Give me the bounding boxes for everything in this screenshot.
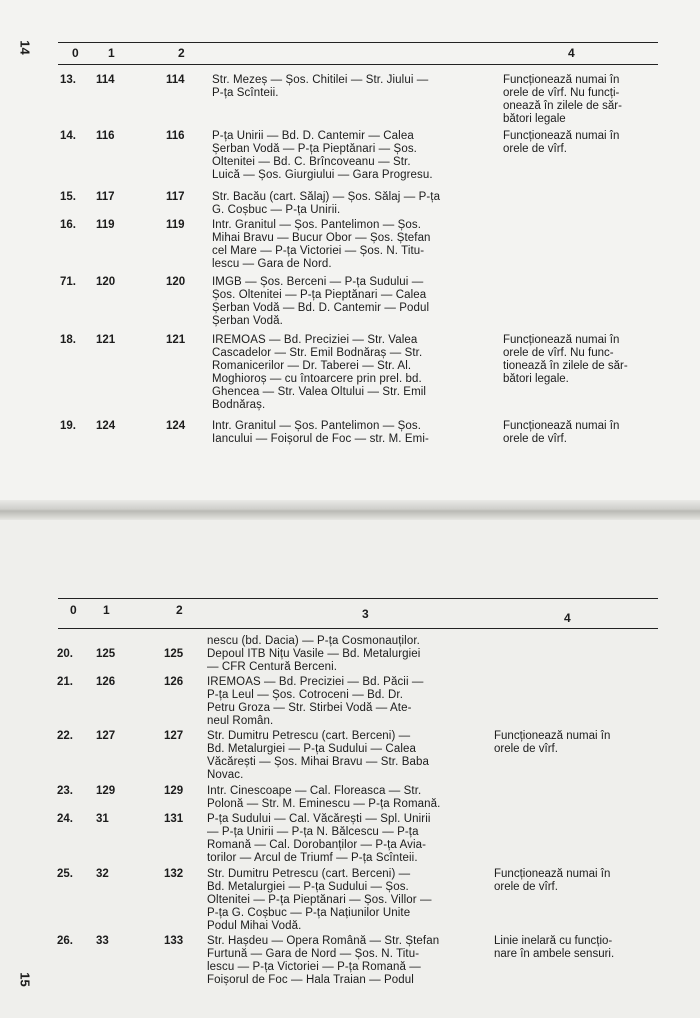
page-fold: [0, 500, 700, 520]
header-col-3: 3: [362, 607, 369, 621]
line-old: 33: [96, 935, 109, 947]
route-text: IMGB — Șos. Berceni — P-ța Sudului — Șos. Oltenitei — P-ța Pieptănari — Calea Șerban Vodă — Bd. D. Cantemir — Podul Șerban Vodă.: [212, 276, 430, 327]
line-old: 119: [96, 219, 115, 231]
header-col-2: 2: [176, 603, 183, 617]
line-new: 121: [166, 334, 186, 346]
row-number: 16.: [60, 219, 76, 231]
route-note: Funcționează numai în orele de vîrf.: [494, 868, 611, 893]
line-new: 129: [164, 785, 184, 797]
row-number: 23.: [57, 785, 73, 797]
header-col-1: 1: [108, 46, 115, 60]
header-col-0: 0: [70, 603, 77, 617]
header-rule-bottom: [58, 628, 658, 629]
route-text: Str. Bacău (cart. Sălaj) — Șos. Sălaj — P-ța G. Coșbuc — P-ța Unirii.: [212, 191, 441, 216]
row-number: 22.: [57, 730, 73, 742]
page-number: 14: [17, 40, 33, 55]
row-number: 13.: [60, 74, 76, 86]
header-col-2: 2: [178, 46, 185, 60]
line-old: 129: [96, 785, 116, 797]
row-number: 24.: [57, 813, 73, 825]
line-old: 124: [96, 420, 116, 432]
route-text: P-ța Sudului — Cal. Văcărești — Spl. Unirii — P-ța Unirii — P-ța N. Bălcescu — P-ța Romană — Cal. Dorobanților — P-ța Avia- torilor — Arcul de Triumf — P-ța Scînteii.: [207, 813, 431, 864]
bottom-page: [0, 520, 700, 1018]
route-text: Str. Mezeș — Șos. Chitilei — Str. Jiului — P-ța Scînteii.: [212, 74, 429, 99]
route-text: Intr. Granitul — Șos. Pantelimon — Șos. Iancului — Foișorul de Foc — str. M. Emi-: [212, 420, 429, 445]
row-number: 25.: [57, 868, 73, 880]
row-number: 18.: [60, 334, 76, 346]
line-old: 127: [96, 730, 116, 742]
line-old: 116: [96, 130, 115, 142]
row-number: 21.: [57, 676, 73, 688]
top-page: [0, 0, 700, 500]
line-new: 119: [166, 219, 185, 231]
route-note: Linie inelară cu funcțio- nare în ambele sensuri.: [494, 935, 615, 960]
row-number: 20.: [57, 648, 73, 660]
line-new: 133: [164, 935, 184, 947]
line-new: 117: [166, 191, 185, 203]
route-text: P-ța Unirii — Bd. D. Cantemir — Calea Șerban Vodă — P-ța Pieptănari — Șos. Oltenitei — Bd. C. Brîncoveanu — Str. Luică — Șos. Giurgiului — Gara Progresu.: [212, 130, 433, 181]
line-new: 127: [164, 730, 184, 742]
header-rule-top: [58, 42, 658, 43]
header-col-0: 0: [72, 46, 79, 60]
line-old: 114: [96, 74, 115, 86]
route-text: Intr. Cinescoape — Cal. Floreasca — Str. Polonă — Str. M. Eminescu — P-ța Romană.: [207, 785, 441, 810]
row-number: 71.: [60, 276, 76, 288]
row-number: 14.: [60, 130, 76, 142]
route-text: nescu (bd. Dacia) — P-ța Cosmonauților.: [207, 635, 420, 647]
line-new: 125: [164, 648, 184, 660]
line-old: 126: [96, 676, 116, 688]
route-text: Str. Dumitru Petrescu (cart. Berceni) — Bd. Metalurgiei — P-ța Sudului — Calea Văcărești — Șos. Mihai Bravu — Str. Baba Novac.: [207, 730, 429, 781]
line-new: 120: [166, 276, 186, 288]
line-old: 121: [96, 334, 116, 346]
route-note: Funcționează numai în orele de vîrf.: [503, 130, 620, 155]
route-text: Depoul ITB Nițu Vasile — Bd. Metalurgiei — CFR Centură Berceni.: [207, 648, 421, 673]
route-note: Funcționează numai în orele de vîrf. Nu func- tionează în zilele de săr- bători legale.: [503, 334, 628, 385]
header-col-1: 1: [103, 603, 110, 617]
line-old: 125: [96, 648, 116, 660]
route-text: IREMOAS — Bd. Preciziei — Bd. Păcii — P-ța Leul — Șos. Cotroceni — Bd. Dr. Petru Groza — Str. Stirbei Vodă — Ate- neul Român.: [207, 676, 424, 727]
header-col-4: 4: [564, 611, 571, 625]
route-text: IREMOAS — Bd. Preciziei — Str. Valea Cascadelor — Str. Emil Bodnăraș — Str. Romanicerilor — Dr. Taberei — Str. Al. Moghioroș — cu întoarcere prin prel. bd. Ghencea — Str. Valea Oltului — Str. Emil Bodnăraș.: [212, 334, 427, 411]
header-rule-top: [58, 598, 658, 599]
header-rule-bottom: [58, 64, 658, 65]
line-new: 132: [164, 868, 184, 880]
line-new: 114: [166, 74, 185, 86]
route-text: Str. Hașdeu — Opera Română — Str. Ștefan Furtună — Gara de Nord — Șos. N. Titu- lescu — P-ța Victoriei — P-ța Romană — Foișorul de Foc — Hala Traian — Podul: [207, 935, 440, 986]
route-text: Intr. Granitul — Șos. Pantelimon — Șos. Mihai Bravu — Bucur Obor — Șos. Ștefan cel Mare — P-ța Victoriei — Șos. N. Titu- lescu — Gara de Nord.: [212, 219, 431, 270]
row-number: 15.: [60, 191, 76, 203]
line-new: 116: [166, 130, 185, 142]
line-old: 32: [96, 868, 109, 880]
line-old: 31: [96, 813, 109, 825]
header-col-4: 4: [568, 46, 575, 60]
line-old: 117: [96, 191, 115, 203]
line-new: 124: [166, 420, 186, 432]
line-old: 120: [96, 276, 116, 288]
route-note: Funcționează numai în orele de vîrf.: [494, 730, 611, 755]
route-text: Str. Dumitru Petrescu (cart. Berceni) — Bd. Metalurgiei — P-ța Sudului — Șos. Oltenitei — P-ța Pieptănari — Șos. Villor — P-ța G. Coșbuc — P-ța Națiunilor Unite Podul Mihai Vodă.: [207, 868, 432, 932]
route-note: Funcționează numai în orele de vîrf. Nu funcți- onează în zilele de săr- bători legale: [503, 74, 622, 125]
row-number: 19.: [60, 420, 76, 432]
route-note: Funcționează numai în orele de vîrf.: [503, 420, 620, 445]
page-number: 15: [17, 972, 33, 987]
line-new: 131: [164, 813, 184, 825]
row-number: 26.: [57, 935, 73, 947]
line-new: 126: [164, 676, 184, 688]
